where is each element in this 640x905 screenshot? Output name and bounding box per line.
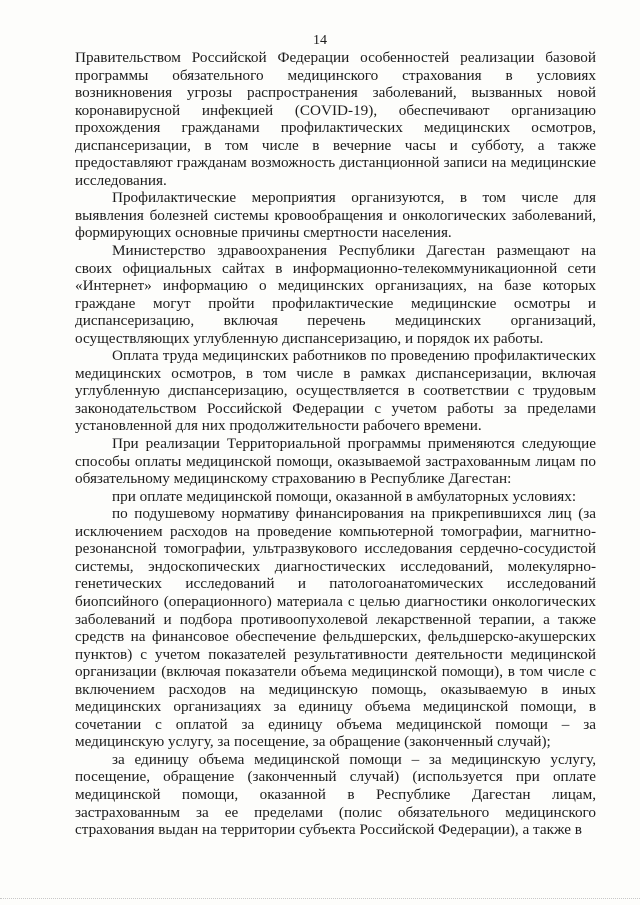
body-text — [75, 49, 596, 839]
page-bottom-edge — [0, 898, 640, 899]
paragraph-8: за единицу объема медицинской помощи – за медицинскую услугу, посещение, обращение (законченный случай) (используется при оплате медицинской помощи, оказанной в Республике Дагестан лицам, застрахованным за ее пределами (полис обязательного медицинского страхования выдан на территории субъекта Российской Федерации), а также в — [75, 750, 596, 839]
paragraph-7: по подушевому нормативу финансирования на прикрепившихся лиц (за исключением расходов на проведение компьютерной томографии, магнитно-резонансной томографии, ультразвукового исследования сердечно-сосудистой системы, эндоскопических диагностических исследований, молекулярно-генетических исследований и патологоанатомических исследований биопсийного (операционного) материала с целью диагностики онкологических заболеваний и подбора противоопухолевой лекарственной терапии, а также средств на финансовое обеспечение фельдшерских, фельдшерско-акушерских пунктов) с учетом показателей результативности деятельности медицинской организации (включая показатели объема медицинской помощи), в том числе с включением расходов на медицинскую помощь, оказываемую в иных медицинских организациях за единицу объема медицинской помощи, в сочетании с оплатой за единицу объема медицинской помощи – за медицинскую услугу, за посещение, за обращение (законченный случай); — [75, 505, 596, 751]
paragraph-4: Оплата труда медицинских работников по проведению профилактических медицинских осмотров, в том числе в рамках диспансеризации, включая углубленную диспансеризацию, осуществляется в соответствии с трудовым законодательством Российской Федерации с учетом работы за пределами установленной для них продолжительности рабочего времени. — [75, 347, 596, 435]
paragraph-1: Правительством Российской Федерации особенностей реализации базовой программы обязательного медицинского страхования в условиях возникновения угрозы распространения заболеваний, вызванных новой коронавирусной инфекцией (COVID-19), обеспечивают организацию прохождения гражданами профилактических медицинских осмотров, диспансеризации, в том числе в вечерние часы и субботу, а также предоставляют гражданам возможность дистанционной записи на медицинские исследования. — [75, 49, 596, 189]
page-number: 14 — [313, 33, 327, 48]
paragraph-5: При реализации Территориальной программы применяются следующие способы оплаты медицинской помощи, оказываемой застрахованным лицам по обязательному медицинскому страхованию в Республике Дагестан: — [75, 435, 596, 488]
paragraph-6: при оплате медицинской помощи, оказанной в амбулаторных условиях: — [112, 487, 577, 505]
paragraph-3: Министерство здравоохранения Республики Дагестан размещают на своих официальных сайтах в информационно-телекоммуникационной сети «Интернет» информацию о медицинских организациях, на базе которых граждане могут пройти профилактические медицинские осмотры и диспансеризацию, включая перечень медицинских организаций, осуществляющих углубленную диспансеризацию, и порядок их работы. — [75, 242, 596, 347]
paragraph-2: Профилактические мероприятия организуются, в том числе для выявления болезней системы кровообращения и онкологических заболеваний, формирующих основные причины смертности населения. — [75, 189, 596, 242]
